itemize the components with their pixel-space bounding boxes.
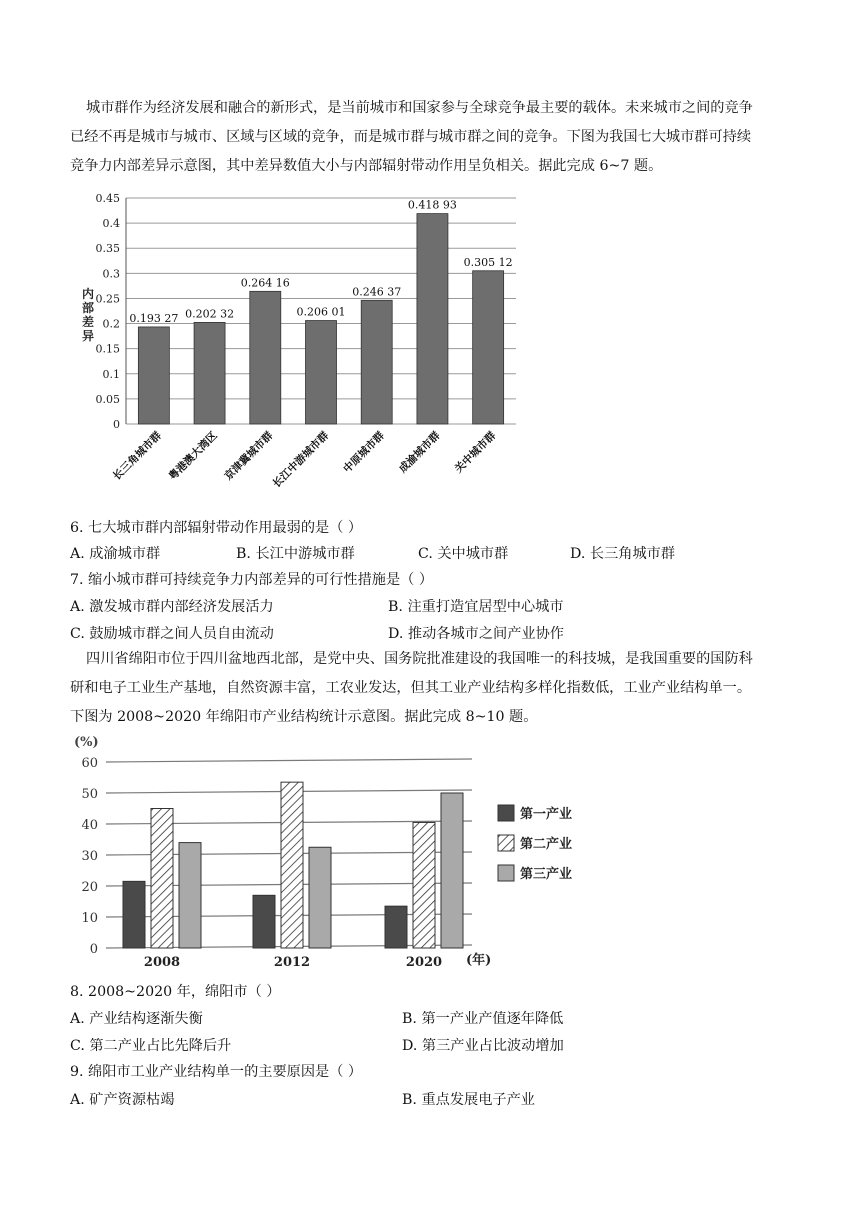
y-tick-label: 40 <box>81 818 98 833</box>
bar <box>123 881 145 948</box>
y-axis-label: 内部差异 <box>82 287 95 343</box>
x-tick-label: 2012 <box>273 955 311 970</box>
bar <box>441 793 463 948</box>
y-tick-label: 50 <box>81 787 98 802</box>
bar <box>281 782 303 948</box>
bar <box>309 847 331 948</box>
y-tick-label: 60 <box>81 756 98 771</box>
bar <box>473 271 504 424</box>
text-line: 已经不再是城市与城市、区域与区域的竞争，而是城市群与城市群之间的竞争。下图为我国七大城市群可持续 <box>70 129 752 145</box>
gridline <box>106 759 472 762</box>
q8-option-b[interactable]: B. 第一产业产值逐年降低 <box>402 1011 564 1027</box>
y-tick-label: 0.05 <box>95 392 120 406</box>
q7-option-c[interactable]: C. 鼓励城市群之间人员自由流动 <box>70 626 274 642</box>
bar-value-label: 0.246 37 <box>352 285 402 299</box>
q9-option-b[interactable]: B. 重点发展电子产业 <box>402 1092 535 1108</box>
q9-option-a[interactable]: A. 矿产资源枯竭 <box>70 1092 175 1108</box>
text-line: 竞争力内部差异示意图，其中差异数值大小与内部辐射带动作用呈负相关。据此完成 6~7 题。 <box>70 158 663 174</box>
bar <box>413 822 435 948</box>
city-cluster-difference-chart <box>70 186 530 496</box>
q7-option-b[interactable]: B. 注重打造宜居型中心城市 <box>388 599 564 615</box>
y-tick-label: 20 <box>81 880 98 895</box>
y-unit-label: (%) <box>74 735 99 750</box>
q8-option-c[interactable]: C. 第二产业占比先降后升 <box>70 1038 232 1054</box>
bar-value-label: 0.418 93 <box>407 198 457 212</box>
y-tick-label: 0.4 <box>102 217 120 231</box>
bar <box>250 291 281 424</box>
x-tick-label: 2008 <box>143 955 181 970</box>
x-tick-label: 2020 <box>405 955 443 970</box>
bar-value-label: 0.305 12 <box>463 255 513 269</box>
q8-option-a[interactable]: A. 产业结构逐渐失衡 <box>70 1011 203 1027</box>
legend-swatch <box>498 865 514 881</box>
legend-label: 第三产业 <box>520 867 573 882</box>
category-label: 长江中游城市群 <box>270 429 332 491</box>
bar <box>385 906 407 948</box>
bar <box>306 321 337 424</box>
bar-value-label: 0.206 01 <box>296 305 346 319</box>
bar <box>151 809 173 949</box>
legend-label: 第一产业 <box>520 807 573 822</box>
legend-swatch <box>498 805 514 821</box>
q7-option-a[interactable]: A. 激发城市群内部经济发展活力 <box>70 599 274 615</box>
text-line: 城市群作为经济发展和融合的新形式，是当前城市和国家参与全球竞争最主要的载体。未来城市之间的竞争 <box>86 100 753 116</box>
bar <box>253 895 275 948</box>
bar <box>179 843 201 948</box>
y-tick-label: 0.35 <box>95 242 120 256</box>
question-6: 6. 七大城市群内部辐射带动作用最弱的是（ ） <box>70 520 363 536</box>
q6-option-a[interactable]: A. 成渝城市群 <box>70 546 161 562</box>
category-label: 中原城市群 <box>341 429 387 476</box>
y-tick-label: 0.25 <box>95 292 120 306</box>
q6-option-d[interactable]: D. 长三角城市群 <box>570 546 676 562</box>
category-label: 粤港澳大湾区 <box>166 429 220 483</box>
text-line: 研和电子工业生产基地，自然资源丰富，工农业发达，但其工业产业结构多样化指数低，工业产业结构单一。 <box>70 680 752 696</box>
y-tick-label: 0.3 <box>102 267 120 281</box>
category-label: 关中城市群 <box>452 429 499 476</box>
question-8: 8. 2008~2020 年，绵阳市（ ） <box>70 984 281 1000</box>
y-tick-label: 10 <box>81 911 98 926</box>
y-tick-label: 0 <box>113 418 120 431</box>
bar-value-label: 0.264 16 <box>240 276 290 290</box>
category-label: 成渝城市群 <box>396 429 443 476</box>
intro-paragraph-city-clusters <box>70 94 790 181</box>
y-tick-label: 0.15 <box>95 342 120 356</box>
text-line: 下图为 2008~2020 年绵阳市产业结构统计示意图。据此完成 8~10 题。 <box>70 709 538 725</box>
text-line: 四川省绵阳市位于四川盆地西北部，是党中央、国务院批准建设的我国唯一的科技城，是我国重要的国防科 <box>86 651 753 667</box>
y-tick-label: 0.1 <box>102 367 120 381</box>
legend-label: 第二产业 <box>520 837 573 852</box>
bar-value-label: 0.193 27 <box>129 311 179 325</box>
bar <box>417 214 448 424</box>
q7-option-d[interactable]: D. 推动各城市之间产业协作 <box>388 626 564 642</box>
y-tick-label: 30 <box>81 849 98 864</box>
category-label: 京津冀城市群 <box>222 429 276 483</box>
question-7: 7. 缩小城市群可持续竞争力内部差异的可行性措施是（ ） <box>70 572 434 588</box>
q6-option-c[interactable]: C. 关中城市群 <box>418 546 509 562</box>
x-unit-label: (年) <box>466 953 492 968</box>
bar <box>194 322 225 424</box>
bar <box>138 327 169 424</box>
y-tick-label: 0 <box>89 942 98 957</box>
mianyang-industry-structure-chart <box>70 730 600 980</box>
legend-swatch <box>498 835 514 851</box>
y-tick-label: 0.2 <box>102 317 120 331</box>
question-9: 9. 绵阳市工业产业结构单一的主要原因是（ ） <box>70 1064 363 1080</box>
category-label: 长三角城市群 <box>110 429 164 483</box>
bar <box>361 300 392 424</box>
intro-paragraph-mianyang <box>70 645 790 732</box>
q6-option-b[interactable]: B. 长江中游城市群 <box>236 546 355 562</box>
y-tick-label: 0.45 <box>95 192 120 205</box>
q8-option-d[interactable]: D. 第三产业占比波动增加 <box>402 1038 564 1054</box>
bar-value-label: 0.202 32 <box>185 307 235 321</box>
